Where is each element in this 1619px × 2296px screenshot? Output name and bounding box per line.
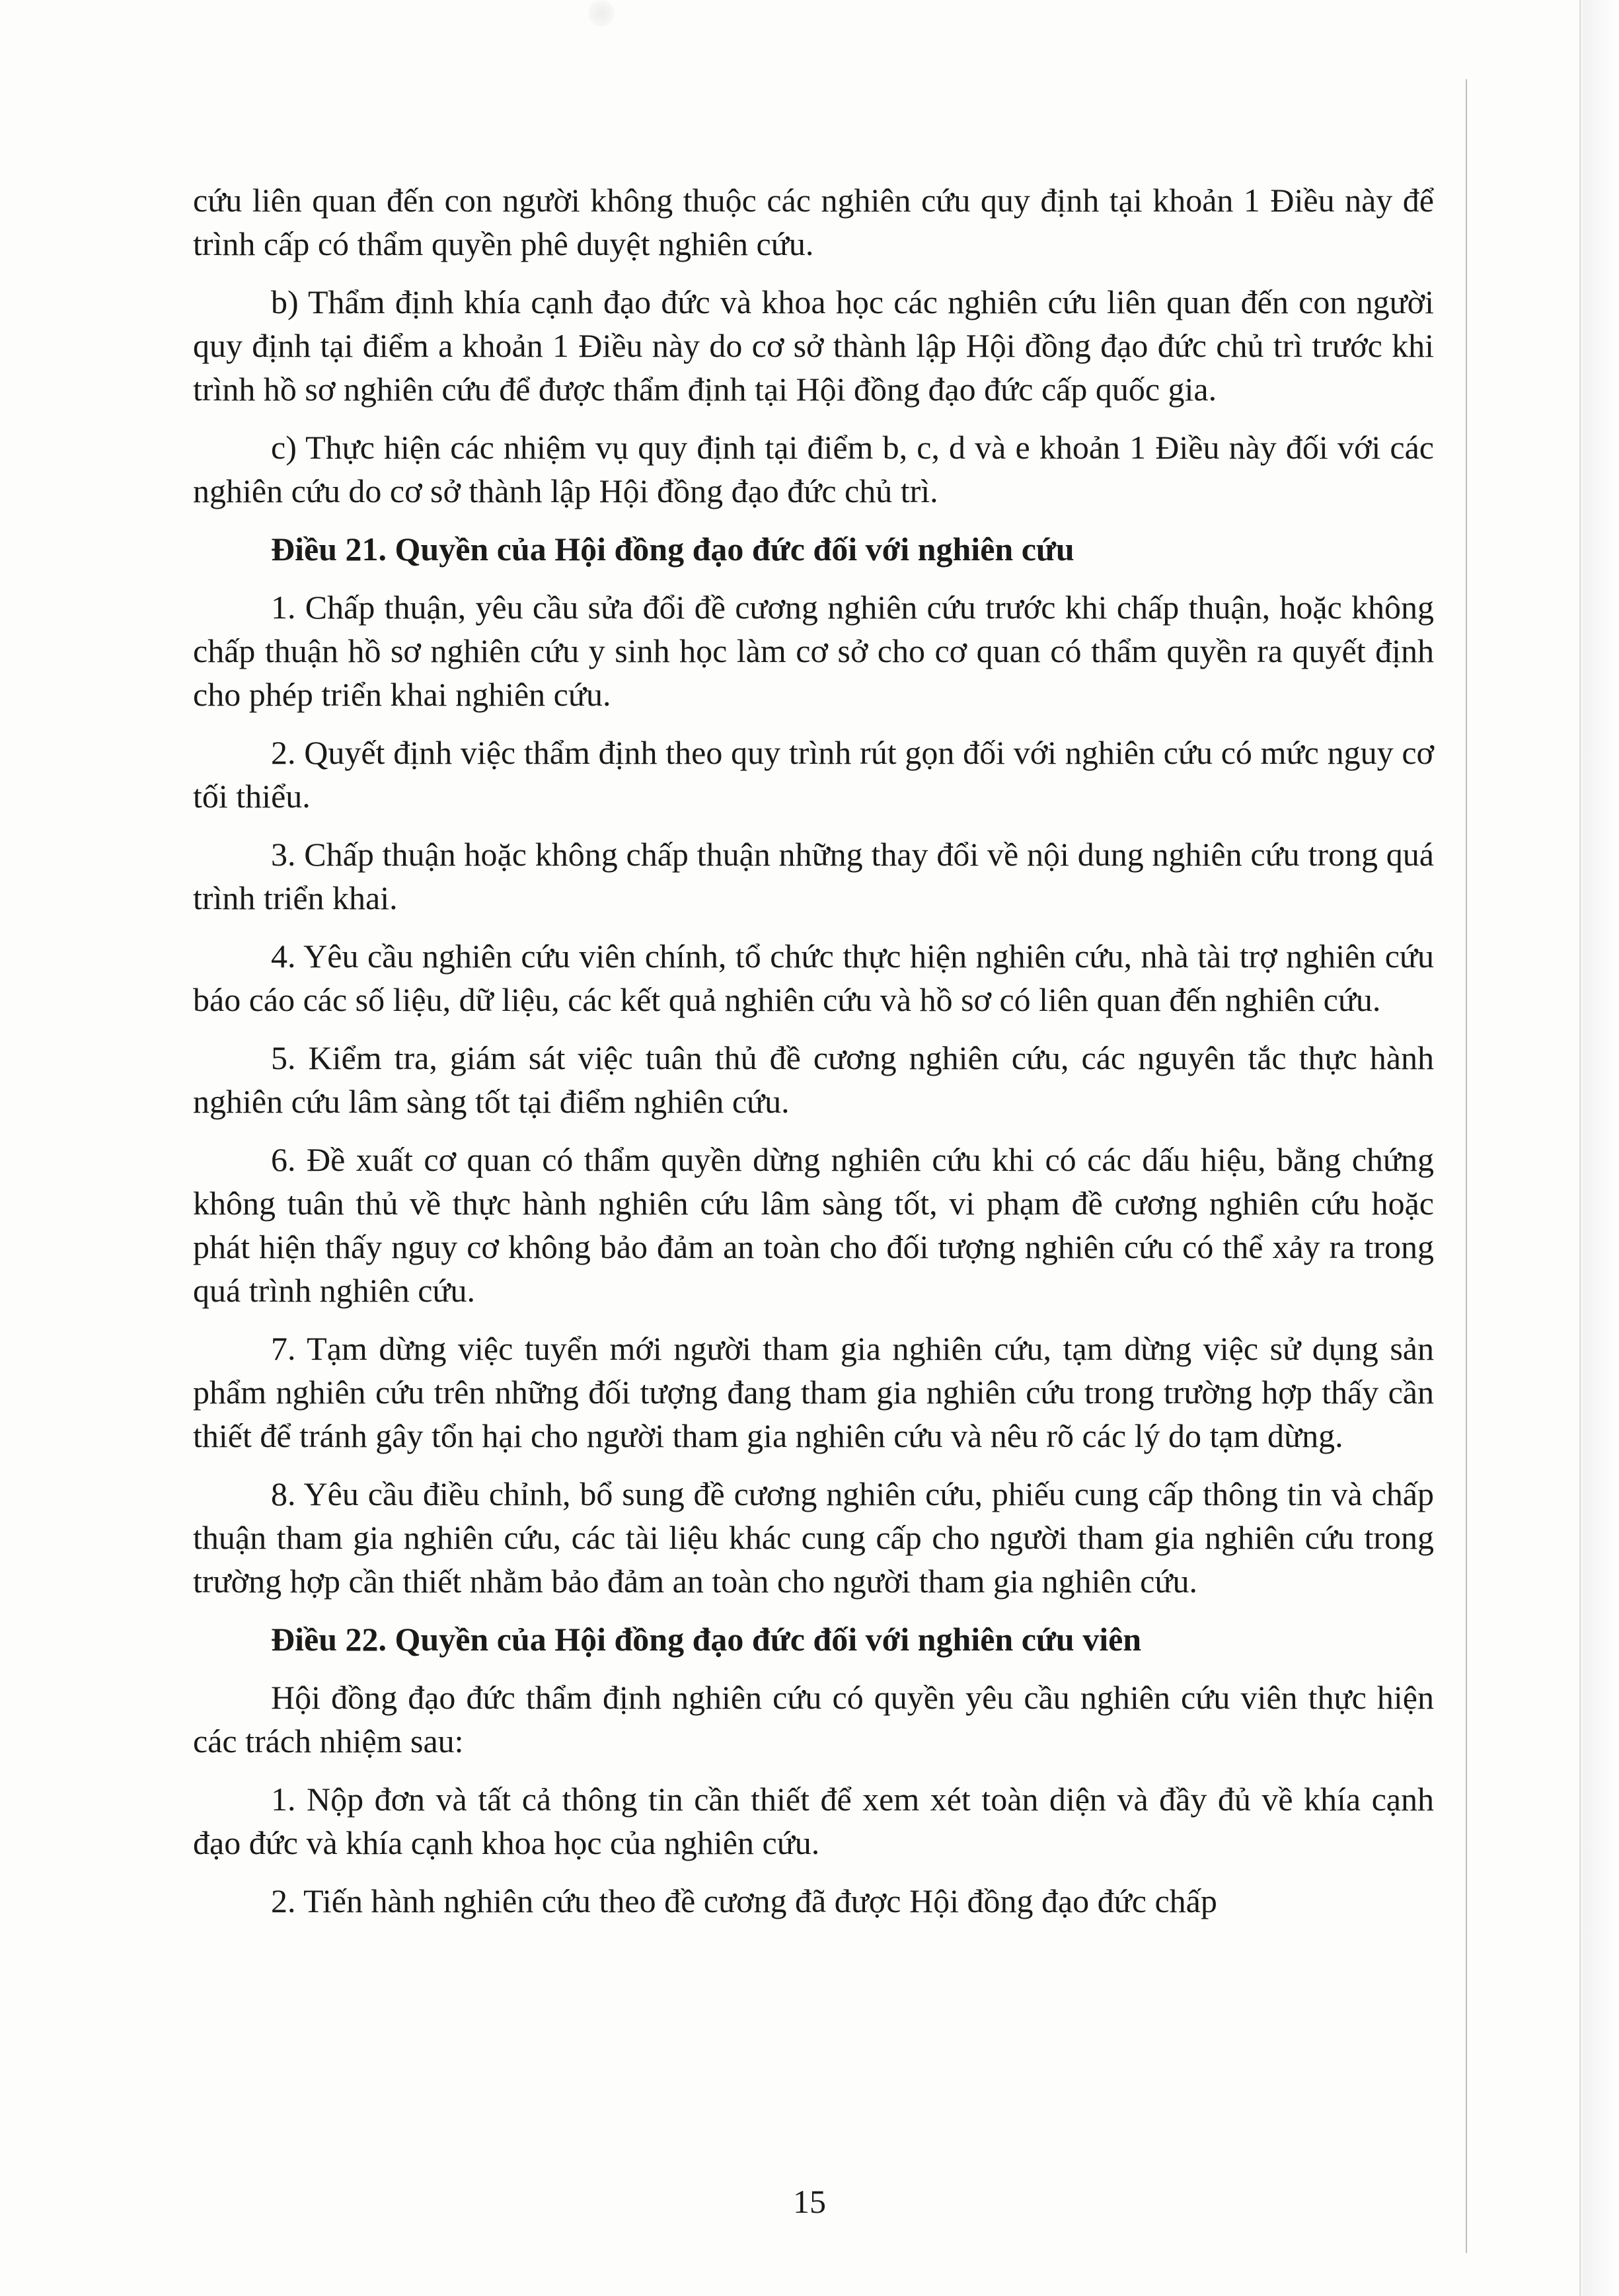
scan-speck: [588, 0, 615, 26]
paragraph: 3. Chấp thuận hoặc không chấp thuận những thay đổi về nội dung nghiên cứu trong quá trình triển khai.: [193, 836, 1434, 916]
paragraph: Hội đồng đạo đức thẩm định nghiên cứu có quyền yêu cầu nghiên cứu viên thực hiện các trách nhiệm sau:: [193, 1679, 1434, 1759]
document-body: [193, 178, 1434, 1937]
article-heading: Điều 22. Quyền của Hội đồng đạo đức đối với nghiên cứu viên: [271, 1621, 1142, 1658]
paragraph: 8. Yêu cầu điều chỉnh, bổ sung đề cương nghiên cứu, phiếu cung cấp thông tin và chấp thuận tham gia nghiên cứu, các tài liệu khác cung cấp cho người tham gia nghiên cứu trong trường hợp cần thiết nhằm bảo đảm an toàn cho người tham gia nghiên cứu.: [193, 1475, 1434, 1600]
paragraph: 1. Nộp đơn và tất cả thông tin cần thiết để xem xét toàn diện và đầy đủ về khía cạnh đạo đức và khía cạnh khoa học của nghiên cứu.: [193, 1781, 1434, 1861]
page-edge-line: [1466, 79, 1467, 2253]
article-heading: Điều 21. Quyền của Hội đồng đạo đức đối với nghiên cứu: [271, 531, 1074, 568]
page-number: 15: [793, 2183, 826, 2220]
page-edge-line: [1579, 0, 1581, 2296]
paragraph: cứu liên quan đến con người không thuộc các nghiên cứu quy định tại khoản 1 Điều này để trình cấp có thẩm quyền phê duyệt nghiên cứu.: [193, 182, 1434, 262]
paragraph: c) Thực hiện các nhiệm vụ quy định tại điểm b, c, d và e khoản 1 Điều này đối với các nghiên cứu do cơ sở thành lập Hội đồng đạo đức chủ trì.: [193, 429, 1434, 509]
page-edge-shade: [1583, 0, 1619, 2296]
paragraph: 7. Tạm dừng việc tuyển mới người tham gia nghiên cứu, tạm dừng việc sử dụng sản phẩm nghiên cứu trên những đối tượng đang tham gia nghiên cứu trong trường hợp thấy cần thiết để tránh gây tổn hại cho người tham gia nghiên cứu và nêu rõ các lý do tạm dừng.: [193, 1330, 1434, 1454]
paragraph: 6. Đề xuất cơ quan có thẩm quyền dừng nghiên cứu khi có các dấu hiệu, bằng chứng không tuân thủ về thực hành nghiên cứu lâm sàng tốt, vi phạm đề cương nghiên cứu hoặc phát hiện thấy nguy cơ không bảo đảm an toàn cho đối tượng nghiên cứu có thể xảy ra trong quá trình nghiên cứu.: [193, 1141, 1434, 1309]
paragraph: b) Thẩm định khía cạnh đạo đức và khoa học các nghiên cứu liên quan đến con người quy định tại điểm a khoản 1 Điều này do cơ sở thành lập Hội đồng đạo đức chủ trì trước khi trình hồ sơ nghiên cứu để được thẩm định tại Hội đồng đạo đức cấp quốc gia.: [193, 283, 1434, 408]
paragraph: 5. Kiểm tra, giám sát việc tuân thủ đề cương nghiên cứu, các nguyên tắc thực hành nghiên cứu lâm sàng tốt tại điểm nghiên cứu.: [193, 1039, 1434, 1120]
paragraph: 2. Quyết định việc thẩm định theo quy trình rút gọn đối với nghiên cứu có mức nguy cơ tối thiểu.: [193, 734, 1434, 815]
paragraph: 1. Chấp thuận, yêu cầu sửa đổi đề cương nghiên cứu trước khi chấp thuận, hoặc không chấp thuận hồ sơ nghiên cứu y sinh học làm cơ sở cho cơ quan có thẩm quyền ra quyết định cho phép triển khai nghiên cứu.: [193, 589, 1434, 713]
paragraph: 2. Tiến hành nghiên cứu theo đề cương đã được Hội đồng đạo đức chấp: [271, 1882, 1217, 1919]
paragraph: 4. Yêu cầu nghiên cứu viên chính, tổ chức thực hiện nghiên cứu, nhà tài trợ nghiên cứu báo cáo các số liệu, dữ liệu, các kết quả nghiên cứu và hồ sơ có liên quan đến nghiên cứu.: [193, 938, 1434, 1018]
